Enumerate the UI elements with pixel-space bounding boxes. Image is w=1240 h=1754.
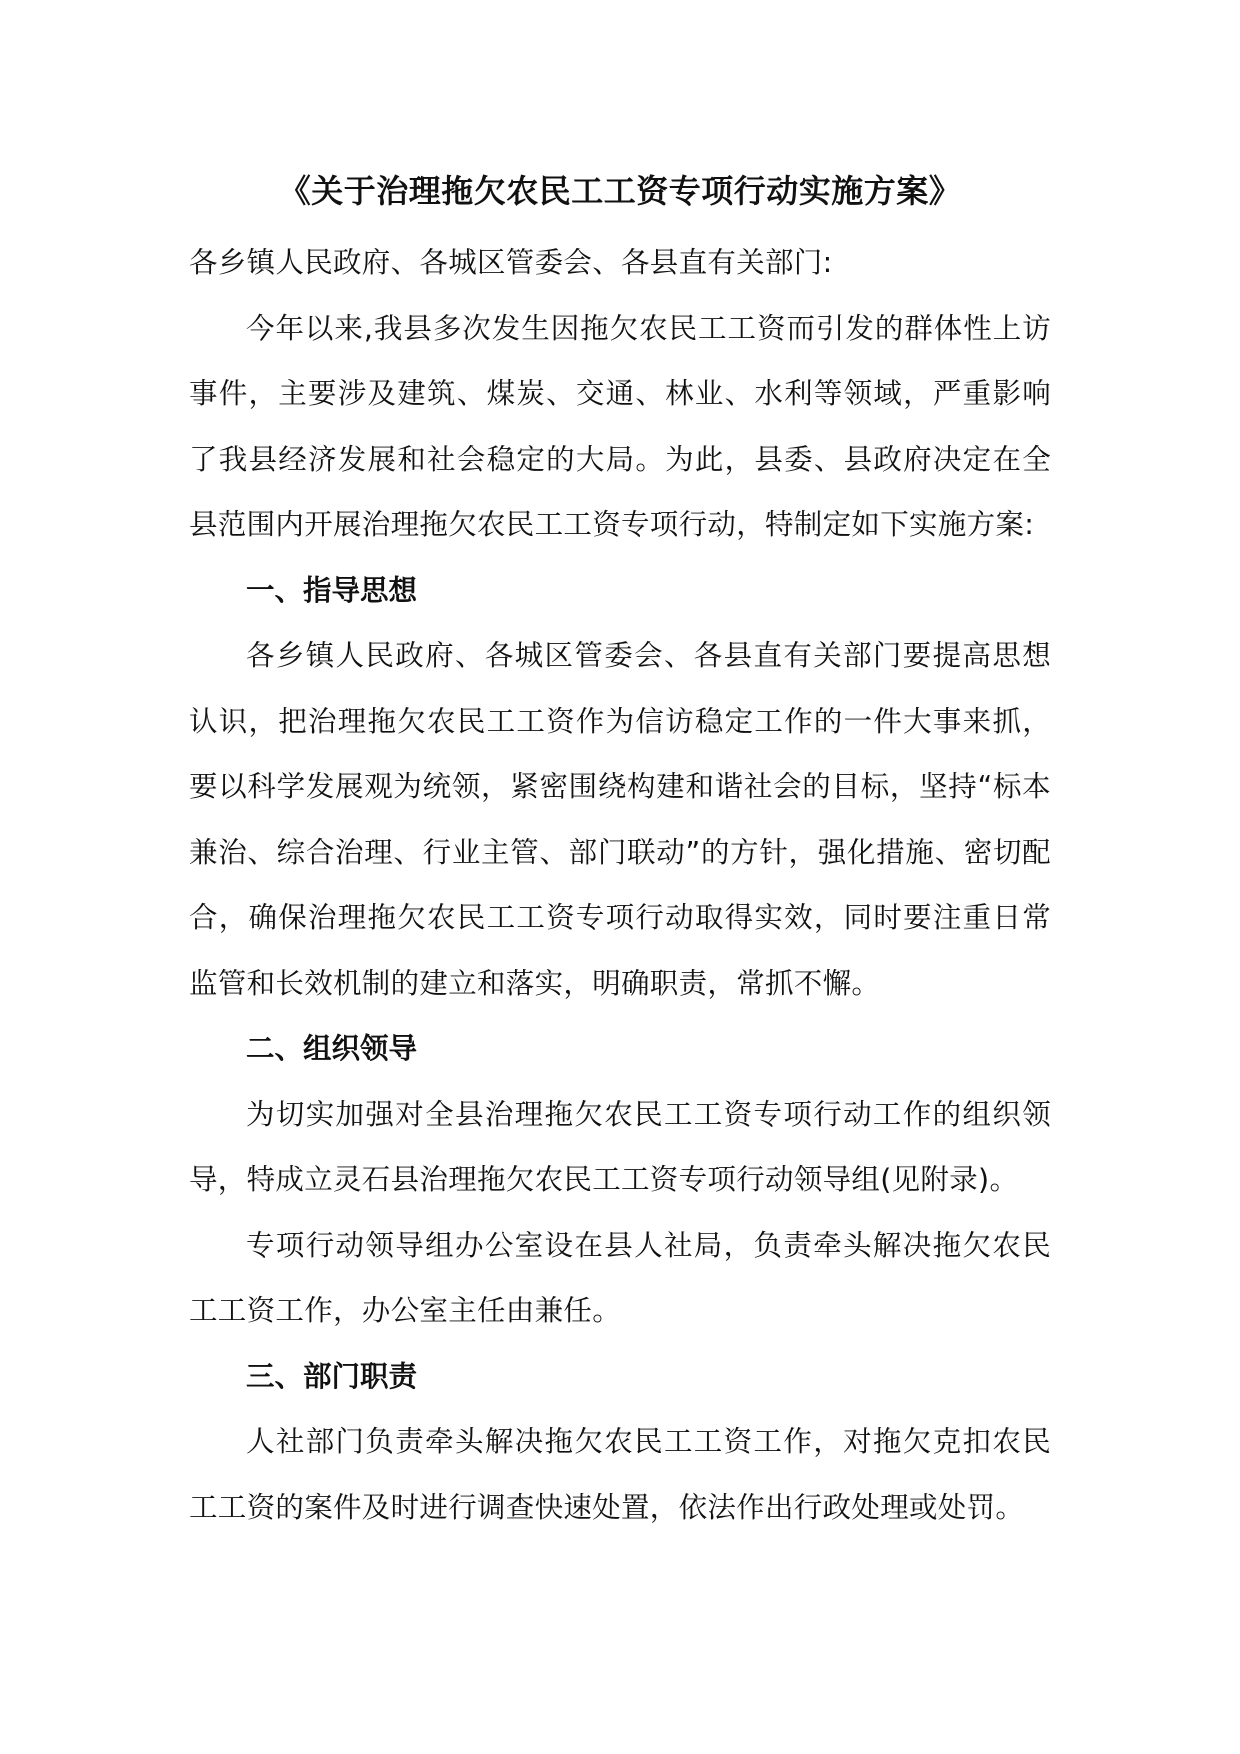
organization-paragraph-2: 专项行动领导组办公室设在县人社局，负责牵头解决拖欠农民工工资工作，办公室主任由兼任。 [189,1228,1051,1327]
salutation: 各乡镇人民政府、各城区管委会、各县直有关部门: [189,246,833,279]
guiding-ideology-paragraph: 各乡镇人民政府、各城区管委会、各县直有关部门要提高思想认识，把治理拖欠农民工工资作为信访稳定工作的一件大事来抓，要以科学发展观为统领，紧密围绕构建和谐社会的目标，坚持“标本兼治、综合治理、行业主管、部门联动”的方针，强化措施、密切配合，确保治理拖欠农民工工资专项行动取得实效，同时要注重日常监管和长效机制的建立和落实，明确职责，常抓不懈。 [189,639,1051,1000]
document-page [189,168,1051,1540]
intro-paragraph: 今年以来,我县多次发生因拖欠农民工工资而引发的群体性上访事件，主要涉及建筑、煤炭、交通、林业、水利等领域，严重影响了我县经济发展和社会稳定的大局。为此，县委、县政府决定在全县范围内开展治理拖欠农民工工资专项行动，特制定如下实施方案: [189,311,1051,541]
responsibilities-paragraph: 人社部门负责牵头解决拖欠农民工工资工作，对拖欠克扣农民工工资的案件及时进行调查快速处置，依法作出行政处理或处罚。 [189,1425,1051,1524]
organization-paragraph-1: 为切实加强对全县治理拖欠农民工工资专项行动工作的组织领导，特成立灵石县治理拖欠农民工工资专项行动领导组(见附录)。 [189,1097,1051,1196]
section-heading-organization: 二、组织领导 [246,1032,418,1065]
section-heading-responsibilities: 三、部门职责 [246,1359,418,1393]
document-title: 《关于治理拖欠农民工工资专项行动实施方案》 [278,172,962,210]
section-heading-guiding-ideology: 一、指导思想 [246,573,418,607]
